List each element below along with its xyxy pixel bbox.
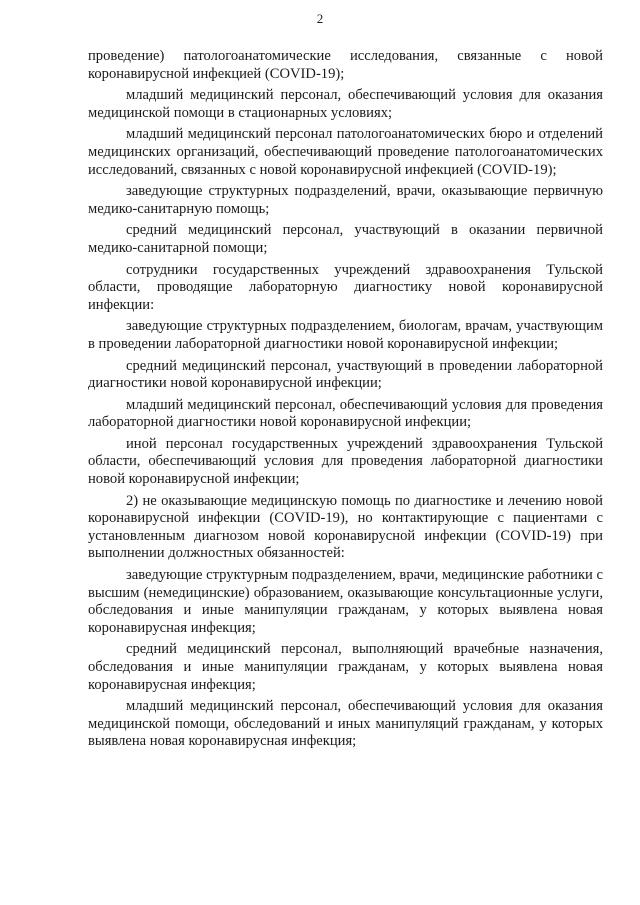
paragraph: средний медицинский персонал, участвующий в проведении лабораторной диагностики новой коронавирусной инфекции; xyxy=(88,357,603,392)
paragraph: заведующие структурных подразделений, врачи, оказывающие первичную медико-санитарную помощь; xyxy=(88,183,603,217)
paragraph: сотрудники государственных учреждений здравоохранения Тульской области, проводящие лабораторную диагностику новой коронавирусной инфекции: xyxy=(88,261,603,313)
paragraph: заведующие структурным подразделением, врачи, медицинские работники с высшим (немедицинские) образованием, оказывающие консультационные услуги, обследования и иные манипуляции гражданам, у которых выявлена новая коронавирусная инфекция; xyxy=(88,567,603,636)
paragraph: младший медицинский персонал, обеспечивающий условия для оказания медицинской помощи в стационарных условиях; xyxy=(88,87,603,121)
paragraph: 2) не оказывающие медицинскую помощь по диагностике и лечению новой коронавирусной инфекции (COVID-19), но контактирующие с пациентами с установленным диагнозом новой коронавирусной инфекции (COVID-19) при выполнении должностных обязанностей: xyxy=(88,492,603,562)
paragraph: младший медицинский персонал, обеспечивающий условия для оказания медицинской помощи, обследований и иных манипуляций гражданам, у которых выявлена новая коронавирусная инфекция; xyxy=(88,698,603,750)
paragraph: младший медицинский персонал патологоанатомических бюро и отделений медицинских организаций, обеспечивающий проведение патологоанатомических исследований, связанных с новой коронавирусной инфекцией (COVID-19); xyxy=(88,126,603,178)
document-body xyxy=(88,48,603,755)
paragraph: младший медицинский персонал, обеспечивающий условия для проведения лабораторной диагностики новой коронавирусной инфекции; xyxy=(88,396,603,431)
paragraph: заведующие структурных подразделением, биологам, врачам, участвующим в проведении лабораторной диагностики новой коронавирусной инфекции; xyxy=(88,318,603,352)
paragraph: средний медицинский персонал, выполняющий врачебные назначения, обследования и иные манипуляции гражданам, у которых выявлена новая коронавирусная инфекция; xyxy=(88,641,603,693)
paragraph: средний медицинский персонал, участвующий в оказании первичной медико-санитарной помощи; xyxy=(88,222,603,256)
page-number: 2 xyxy=(316,11,324,26)
paragraph: проведение) патологоанатомические исследования, связанные с новой коронавирусной инфекцией (COVID-19); xyxy=(88,48,603,82)
paragraph: иной персонал государственных учреждений здравоохранения Тульской области, обеспечивающий условия для проведения лабораторной диагностики новой коронавирусной инфекции; xyxy=(88,435,603,488)
